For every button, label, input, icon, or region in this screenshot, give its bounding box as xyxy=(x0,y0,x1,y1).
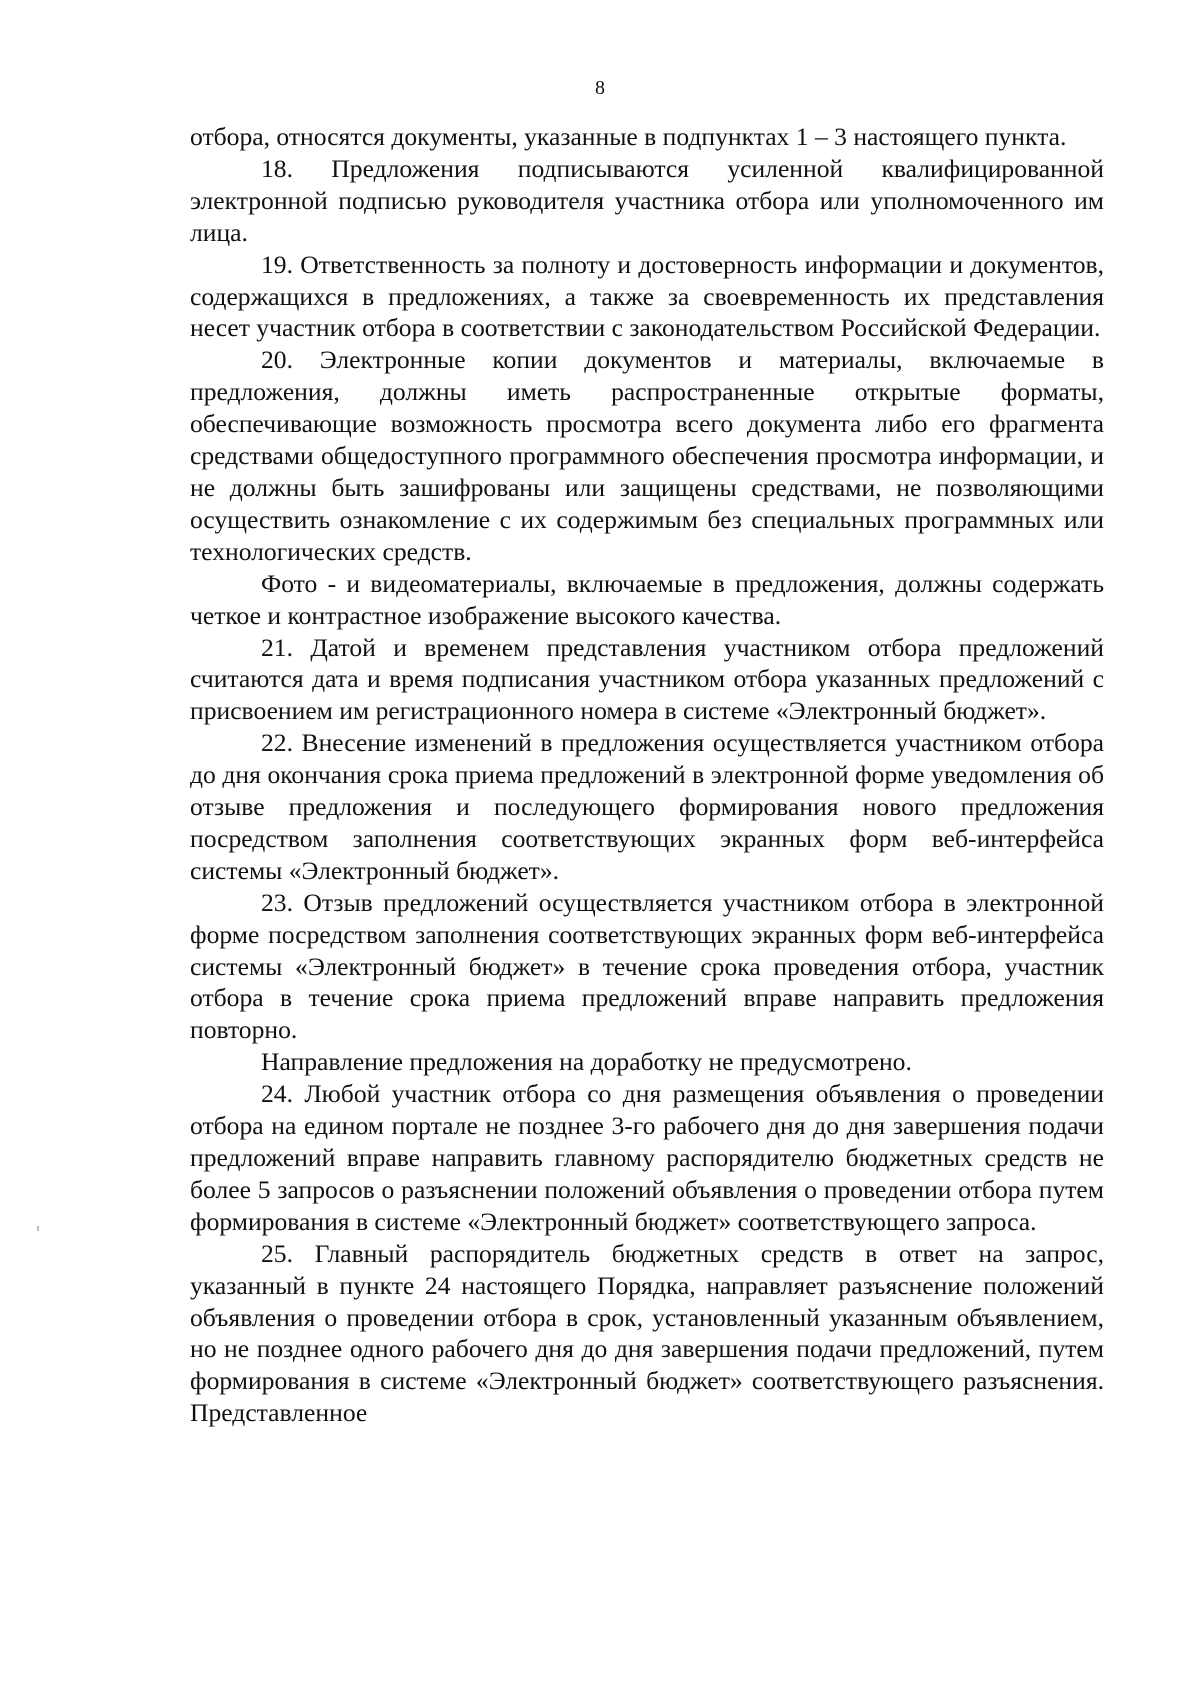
paragraph: 19. Ответственность за полноту и достоверность информации и документов, содержащихся в предложениях, а также за своевременность их представления несет участник отбора в соответствии с законодательством Российской Федерации. xyxy=(190,249,1104,343)
paragraph: 22. Внесение изменений в предложения осуществляется участником отбора до дня окончания срока приема предложений в электронной форме уведомления об отзыве предложения и последующего формирования нового предложения посредством заполнения соответствующих экранных форм веб-интерфейса системы «Электронный бюджет». xyxy=(190,728,1104,885)
paragraph: 23. Отзыв предложений осуществляется участником отбора в электронной форме посредством заполнения соответствующих экранных форм веб-интерфейса системы «Электронный бюджет» в течение срока проведения отбора, участник отбора в течение срока приема предложений вправе направить предложения повторно. xyxy=(190,887,1104,1045)
paragraph: 21. Датой и временем представления участником отбора предложений считаются дата и время подписания участником отбора указанных предложений с присвоением им регистрационного номера в системе «Электронный бюджет». xyxy=(190,632,1104,726)
paragraph: 24. Любой участник отбора со дня размещения объявления о проведении отбора на едином портале не позднее 3-го рабочего дня до дня завершения подачи предложений вправе направить главному распорядителю бюджетных средств не более 5 запросов о разъяснении положений объявления о проведении отбора путем формирования в системе «Электронный бюджет» соответствующего запроса. xyxy=(190,1079,1104,1236)
paragraph: 20. Электронные копии документов и материалы, включаемые в предложения, должны иметь распространенные открытые форматы, обеспечивающие возможность просмотра всего документа либо его фрагмента средствами общедоступного программного обеспечения просмотра информации, и не должны быть зашифрованы или защищены средствами, не позволяющими осуществить ознакомление с их содержимым без специальных программных или технологических средств. xyxy=(190,345,1104,566)
paragraph: Фото - и видеоматериалы, включаемые в предложения, должны содержать четкое и контрастное изображение высокого качества. xyxy=(190,568,1104,630)
scan-speck xyxy=(37,1226,39,1231)
paragraph: отбора, относятся документы, указанные в подпунктах 1 – 3 настоящего пункта. xyxy=(190,122,1067,151)
paragraph: 25. Главный распорядитель бюджетных средств в ответ на запрос, указанный в пункте 24 настоящего Порядка, направляет разъяснение положений объявления о проведении отбора в срок, установленный указанным объявлением, но не позднее одного рабочего дня до дня завершения подачи предложений, путем формирования в системе «Электронный бюджет» соответствующего разъяснения. Представленное xyxy=(190,1238,1104,1428)
document-body xyxy=(190,121,1104,1429)
paragraph: Направление предложения на доработку не предусмотрено. xyxy=(261,1047,912,1077)
page-number: 8 xyxy=(595,77,605,99)
paragraph: 18. Предложения подписываются усиленной квалифицированной электронной подписью руководителя участника отбора или уполномоченного им лица. xyxy=(190,153,1104,247)
